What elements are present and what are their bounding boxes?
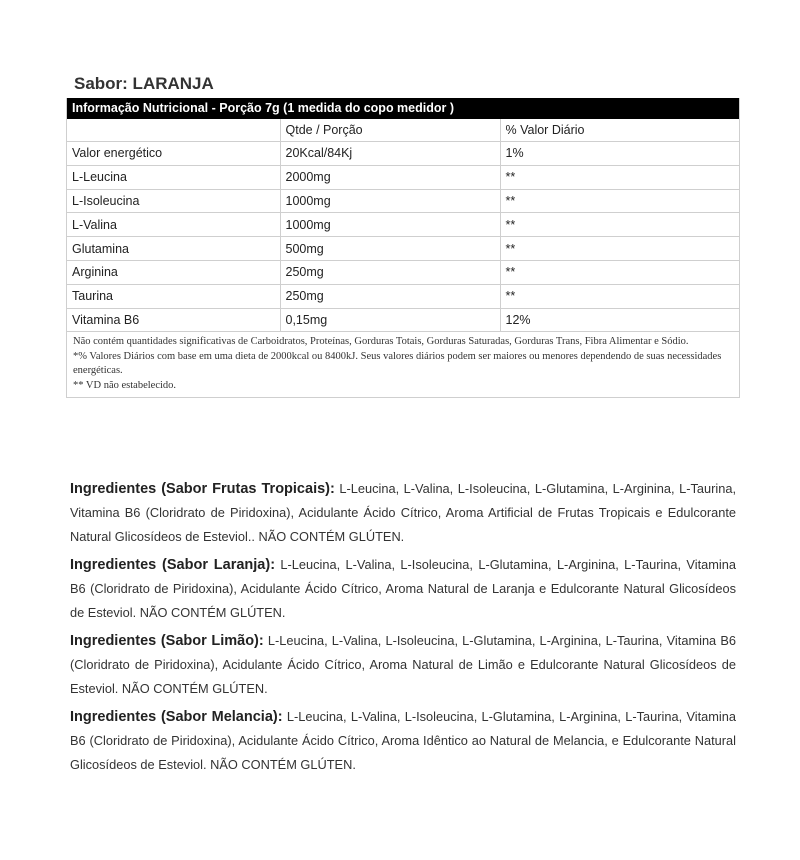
nutrient-name: Glutamina — [67, 237, 280, 261]
ingredients-label: Ingredientes (Sabor Limão): — [70, 633, 264, 649]
table-row — [67, 142, 739, 166]
table-row — [67, 237, 739, 261]
note-not-significant: Não contém quantidades significativas de Carboidratos, Proteínas, Gorduras Totais, Gorduras Saturadas, Gorduras Trans, Fibra Alimentar e Sódio. — [73, 336, 689, 348]
nutrition-column-headers — [67, 119, 739, 142]
nutrient-name: L-Valina — [67, 213, 280, 237]
nutrient-quantity: 1000mg — [280, 213, 500, 237]
table-row — [67, 213, 739, 237]
nutrient-name: Vitamina B6 — [67, 308, 280, 332]
ingredients-text: L-Leucina, L-Valina, L-Isoleucina, L-Glutamina, L-Arginina, L-Taurina, Vitamina B6 (Cloridrato de Piridoxina), Acidulante Ácido Cítrico, Aroma Artificial de Frutas Tropicais e Edulcorante Natural Glicosídeos de Esteviol.. NÃO CONTÉM GLÚTEN. — [70, 481, 737, 544]
table-row — [67, 308, 739, 332]
nutrient-daily-value: ** — [500, 189, 739, 213]
ingredients-orange — [70, 553, 736, 625]
nutrient-quantity: 0,15mg — [280, 308, 500, 332]
nutrient-daily-value: ** — [500, 284, 739, 308]
column-header-nutrient — [67, 119, 280, 142]
nutrient-name: Arginina — [67, 260, 280, 284]
ingredients-tropical-fruits — [70, 477, 736, 549]
column-header-quantity: Qtde / Porção — [280, 119, 500, 142]
table-row — [67, 284, 739, 308]
ingredients-section — [70, 477, 736, 781]
nutrient-daily-value: 1% — [500, 142, 739, 166]
nutrition-table — [67, 119, 739, 332]
nutrient-daily-value: ** — [500, 213, 739, 237]
nutrition-facts-panel — [66, 98, 740, 398]
nutrient-daily-value: ** — [500, 237, 739, 261]
nutrient-name: Taurina — [67, 284, 280, 308]
ingredients-label: Ingredientes (Sabor Laranja): — [70, 557, 276, 573]
flavor-title: Sabor: LARANJA — [74, 74, 214, 93]
ingredients-lemon — [70, 629, 736, 701]
ingredients-label: Ingredientes (Sabor Frutas Tropicais): — [70, 481, 335, 497]
nutrient-daily-value: 12% — [500, 308, 739, 332]
nutrient-name: L-Isoleucina — [67, 189, 280, 213]
ingredients-text: L-Leucina, L-Valina, L-Isoleucina, L-Glutamina, L-Arginina, L-Taurina, Vitamina B6 (Cloridrato de Piridoxina), Acidulante Ácido Cítrico, Aroma Natural de Limão e Edulcorante Natural Glicosídeos de Esteviol. NÃO CONTÉM GLÚTEN. — [70, 633, 736, 696]
nutrient-quantity: 500mg — [280, 237, 500, 261]
nutrient-daily-value: ** — [500, 260, 739, 284]
column-header-daily-value: % Valor Diário — [500, 119, 739, 142]
nutrient-name: L-Leucina — [67, 165, 280, 189]
table-row — [67, 165, 739, 189]
nutrient-quantity: 1000mg — [280, 189, 500, 213]
ingredients-text: L-Leucina, L-Valina, L-Isoleucina, L-Glutamina, L-Arginina, L-Taurina, Vitamina B6 (Cloridrato de Piridoxina), Acidulante Ácido Cítrico, Aroma Idêntico ao Natural de Melancia, e Edulcorante Natural Glicosídeos de Esteviol. NÃO CONTÉM GLÚTEN. — [70, 709, 736, 772]
nutrient-quantity: 250mg — [280, 284, 500, 308]
nutrient-quantity: 250mg — [280, 260, 500, 284]
nutrition-notes — [67, 332, 739, 397]
nutrient-name: Valor energético — [67, 142, 280, 166]
ingredients-watermelon — [70, 705, 736, 777]
table-row — [67, 260, 739, 284]
note-vd-not-established: ** VD não estabelecido. — [73, 379, 177, 391]
note-daily-values: *% Valores Diários com base em uma dieta de 2000kcal ou 8400kJ. Seus valores diários podem ser maiores ou menores dependendo de suas necessidades energéticas. — [73, 350, 722, 377]
ingredients-text: L-Leucina, L-Valina, L-Isoleucina, L-Glutamina, L-Arginina, L-Taurina, Vitamina B6 (Cloridrato de Piridoxina), Acidulante Ácido Cítrico, Aroma Natural de Laranja e Edulcorante Natural Glicosídeos de Esteviol. NÃO CONTÉM GLÚTEN. — [70, 557, 736, 620]
nutrient-daily-value: ** — [500, 165, 739, 189]
nutrient-quantity: 2000mg — [280, 165, 500, 189]
ingredients-label: Ingredientes (Sabor Melancia): — [70, 709, 283, 725]
nutrient-quantity: 20Kcal/84Kj — [280, 142, 500, 166]
table-row — [67, 189, 739, 213]
nutrition-header: Informação Nutricional - Porção 7g (1 medida do copo medidor ) — [67, 98, 739, 119]
